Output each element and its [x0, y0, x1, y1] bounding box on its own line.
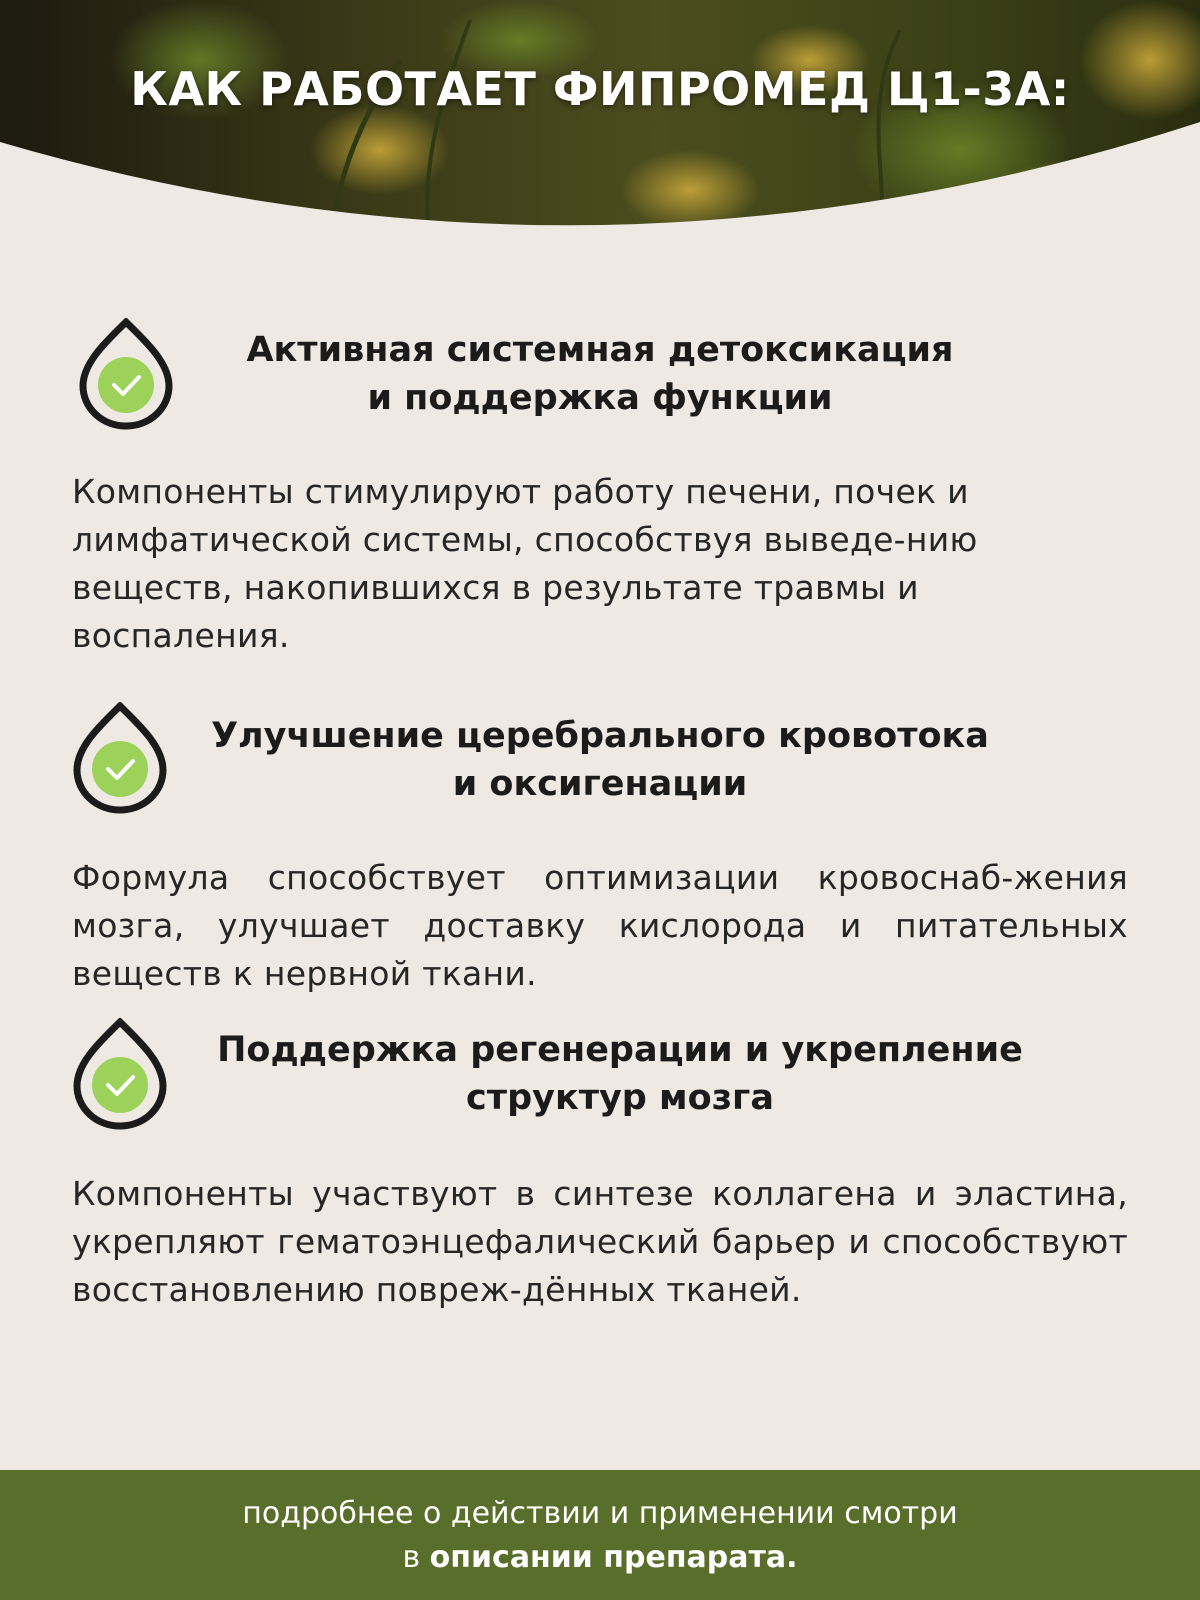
footer-link-description: описании препарата.	[429, 1540, 798, 1575]
footer-banner	[0, 1470, 1200, 1600]
section-heading: Активная системная детоксикация и поддержка функции	[246, 330, 954, 418]
section-text: Формула способствует оптимизации кровоснаб-жения мозга, улучшает доставку кислорода и питательных веществ к нервной ткани.	[72, 858, 1128, 993]
section-text: Компоненты участвуют в синтезе коллагена и эластина, укрепляют гематоэнцефалический барьер и способствуют восстановлению повреж-дённых тканей.	[72, 1174, 1128, 1309]
footer-line2: в описании препарата.	[402, 1540, 798, 1575]
footer-line1: подробнее о действии и применении смотри	[242, 1496, 958, 1531]
check-drop-icon	[72, 702, 168, 814]
section-text: Компоненты стимулируют работу печени, почек и лимфатической системы, способствуя выведе-нию веществ, накопившихся в результате травмы и воспаления.	[72, 472, 978, 655]
section-heading: Поддержка регенерации и укрепление структур мозга	[217, 1030, 1023, 1118]
check-drop-icon	[72, 1018, 168, 1130]
check-drop-icon	[78, 318, 174, 430]
header-plant-photo	[0, 0, 1200, 240]
page-title: КАК РАБОТАЕТ ФИПРОМЕД Ц1-3А:	[130, 62, 1070, 116]
section-heading: Улучшение церебрального кровотока и оксигенации	[211, 716, 989, 804]
header-banner	[0, 0, 1200, 240]
